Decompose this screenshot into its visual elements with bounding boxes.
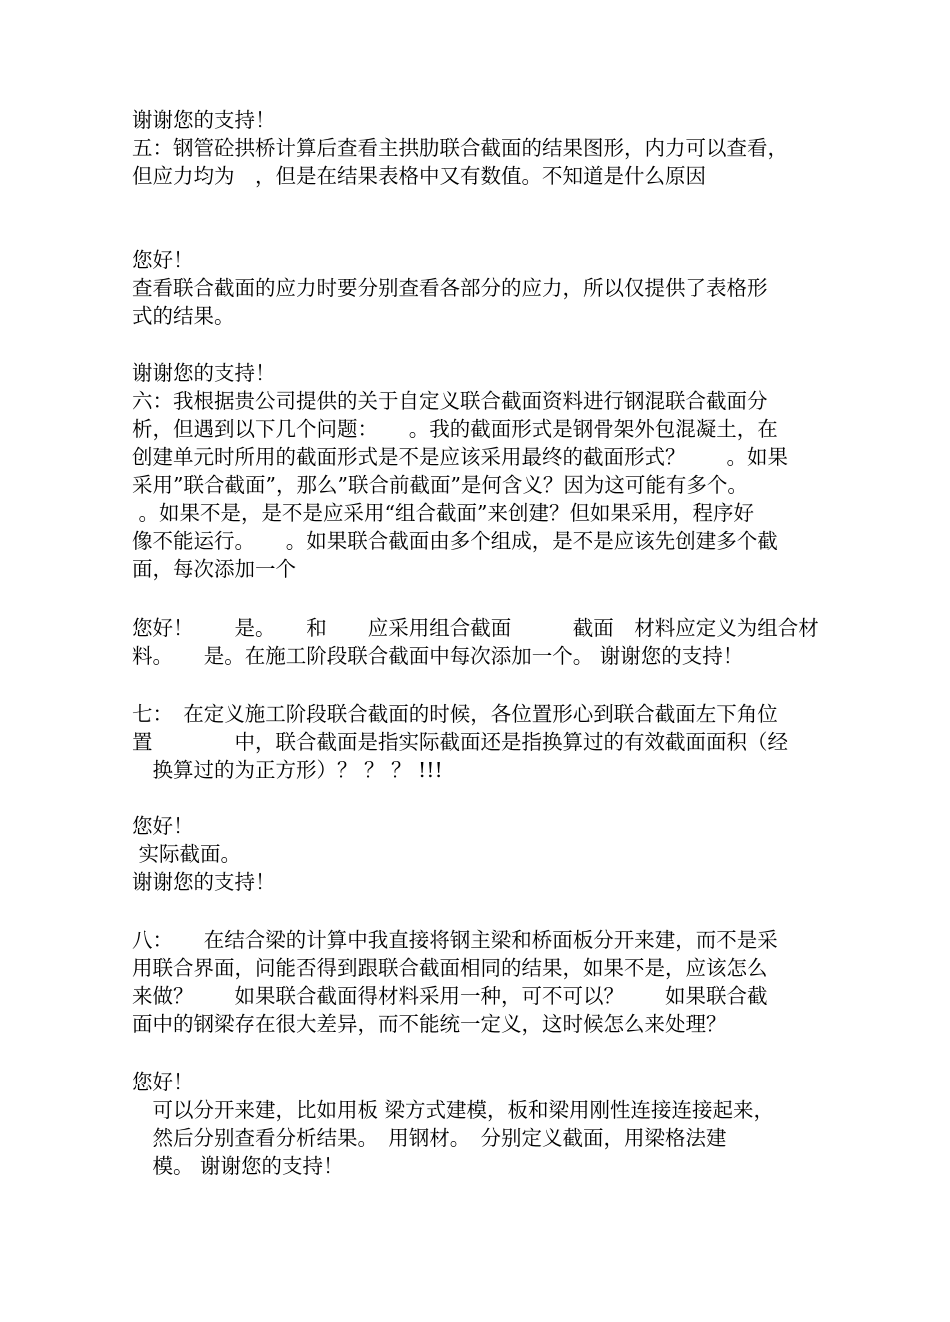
text-line: 您好！ 是。 和 应采用组合截面 截面 材料应定义为组合材 — [132, 616, 819, 640]
text-line: 。如果不是，是不是应采用“组合截面”来创建？但如果采用，程序好 — [132, 501, 754, 525]
text-line: 换算过的为正方形）？ ？ ？ !!! — [132, 758, 443, 782]
text-line: 面，每次添加一个 — [132, 557, 296, 581]
text-line: 用联合界面，问能否得到跟联合截面相同的结果，如果不是，应该怎么 — [132, 956, 768, 980]
text-line: 实际截面。 — [132, 842, 242, 866]
text-line: 查看联合截面的应力时要分别查看各部分的应力，所以仅提供了表格形 — [132, 276, 768, 300]
text-line: 模。 谢谢您的支持！ — [132, 1154, 344, 1178]
text-line: 七： 在定义施工阶段联合截面的时候，各位置形心到联合截面左下角位 — [132, 702, 778, 726]
text-line: 可以分开来建，比如用板 梁方式建模，板和梁用刚性连接连接起来， — [132, 1098, 775, 1122]
text-line: 五：钢管砼拱桥计算后查看主拱肋联合截面的结果图形，内力可以查看， — [132, 136, 788, 160]
text-line: 像不能运行。 。如果联合截面由多个组成，是不是应该先创建多个截 — [132, 529, 778, 553]
text-line: 但应力均为 ，但是在结果表格中又有数值。不知道是什么原因 — [132, 164, 706, 188]
text-line: 谢谢您的支持！ — [132, 108, 276, 132]
text-line: 您好！ — [132, 814, 194, 838]
text-line: 式的结果。 — [132, 304, 235, 328]
text-line: 来做？ 如果联合截面得材料采用一种，可不可以？ 如果联合截 — [132, 984, 768, 1008]
text-line: 谢谢您的支持！ — [132, 361, 276, 385]
text-line: 六：我根据贵公司提供的关于自定义联合截面资料进行钢混联合截面分 — [132, 389, 768, 413]
text-line: 面中的钢梁存在很大差异，而不能统一定义，这时候怎么来处理？ — [132, 1012, 727, 1036]
text-line: 置 中，联合截面是指实际截面还是指换算过的有效截面面积（经 — [132, 730, 788, 754]
text-line: 采用”联合截面”，那么”联合前截面”是何含义？因为这可能有多个。 — [132, 473, 748, 497]
text-line: 创建单元时所用的截面形式是不是应该采用最终的截面形式？ 。如果 — [132, 445, 788, 469]
text-line: 您好！ — [132, 1070, 194, 1094]
text-line: 您好！ — [132, 248, 194, 272]
text-line: 然后分别查看分析结果。 用钢材。 分别定义截面，用梁格法建 — [132, 1126, 727, 1150]
text-line: 谢谢您的支持！ — [132, 870, 276, 894]
text-line: 八： 在结合梁的计算中我直接将钢主梁和桥面板分开来建，而不是采 — [132, 928, 778, 952]
text-line: 料。 是。在施工阶段联合截面中每次添加一个。 谢谢您的支持！ — [132, 644, 744, 668]
text-line: 析，但遇到以下几个问题： 。我的截面形式是钢骨架外包混凝土，在 — [132, 417, 778, 441]
